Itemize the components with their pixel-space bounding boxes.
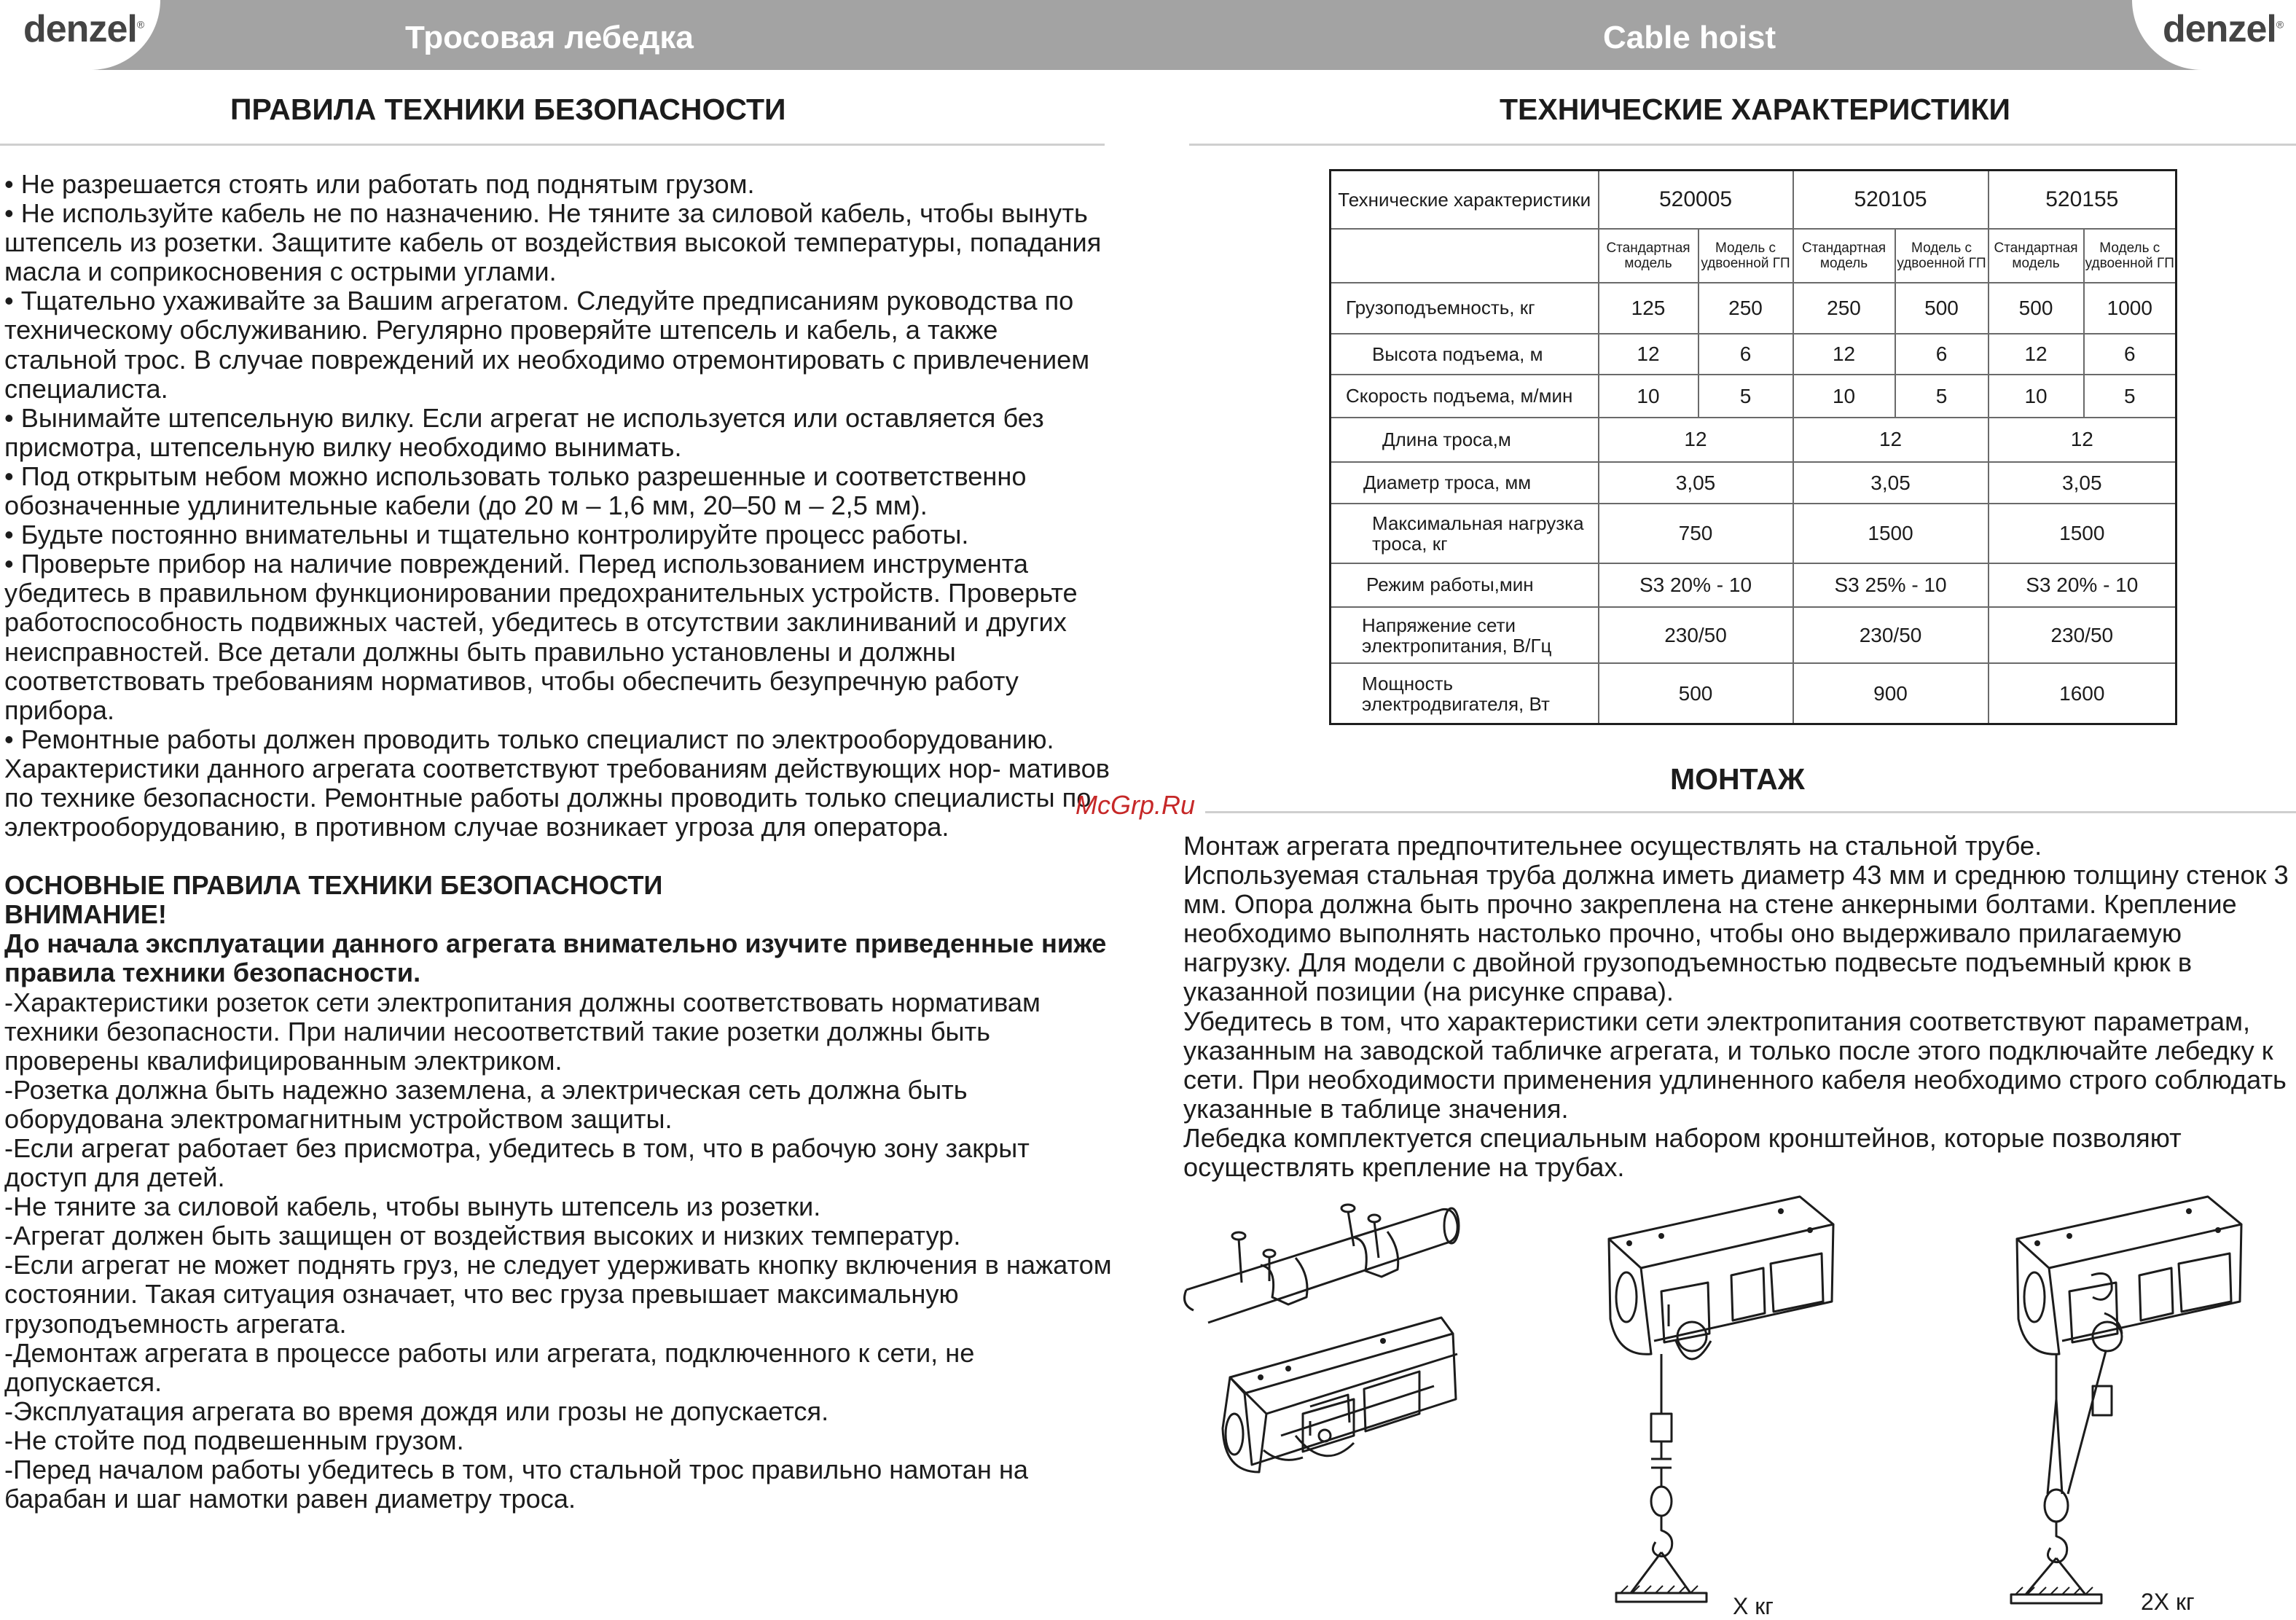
mount-heading: МОНТАЖ (1670, 762, 1805, 796)
row-label: Напряжение сети электропитания, В/Гц (1331, 607, 1599, 663)
divider-mount (1205, 811, 2296, 813)
variant-standard: Стандартная модель (1599, 229, 1699, 283)
table-cell: 10 (1599, 375, 1699, 418)
table-cell: S3 25% - 10 (1793, 563, 1989, 608)
safety-paragraph: • Тщательно ухаживайте за Вашим агрегатом. Следуйте предписаниям руководства по техническому обслуживанию. Регулярно проверяйте штепсель и кабель, а также стальной трос. В случае повреждений их необходимо отремонтировать с привлечением специалиста. (4, 286, 1090, 404)
mount-text (1183, 831, 2291, 1182)
single-lift-illustration (1588, 1159, 1844, 1618)
table-cell: 125 (1599, 283, 1699, 334)
rule-item: -Не тяните за силовой кабель, чтобы вынуть штепсель из розетки. (4, 1191, 821, 1222)
variant-standard: Стандартная модель (1989, 229, 2084, 283)
table-cell: S3 20% - 10 (1989, 563, 2177, 608)
mount-paragraph: Монтаж агрегата предпочтительнее осуществлять на стальной трубе. (1183, 831, 2042, 861)
table-cell: 5 (1895, 375, 1989, 418)
safety-heading: ПРАВИЛА ТЕХНИКИ БЕЗОПАСНОСТИ (230, 93, 786, 126)
row-label: Грузоподъемность, кг (1331, 283, 1599, 334)
mount-paragraph: Убедитесь в том, что характеристики сети электропитания соответствуют параметрам, указанным на заводской табличке агрегата, и только после этого подключайте лебедку к сети. При необходимости применения удлиненного кабеля необходимо строго соблюдать указанные в таблице значения. (1183, 1006, 2287, 1124)
table-cell: 500 (1599, 663, 1793, 724)
model-header: 520105 (1793, 171, 1989, 229)
table-cell: 10 (1793, 375, 1895, 418)
table-cell: 12 (1989, 334, 2084, 375)
brand-logo-right: denzel® (2163, 8, 2284, 50)
table-cell: 3,05 (1599, 462, 1793, 504)
attention-intro: До начала эксплуатации данного агрегата внимательно изучите приведенные ниже правила техники безопасности. (4, 928, 1107, 988)
model-header: 520155 (1989, 171, 2177, 229)
table-cell: 1500 (1793, 504, 1989, 563)
brand-logo-left: denzel® (23, 8, 144, 50)
safety-paragraph: • Под открытым небом можно использовать только разрешенные и соответственно обозначенные удлинительные кабели (до 20 м – 1,6 мм, 20–50 м – 2,5 мм). (4, 461, 1027, 521)
table-cell: 500 (1989, 283, 2084, 334)
caption-single-load: X кг (1733, 1593, 1774, 1619)
attention-label: ВНИМАНИЕ! (4, 899, 167, 930)
table-cell: 1600 (1989, 663, 2177, 724)
specs-table (1329, 169, 2177, 725)
rule-item: -Агрегат должен быть защищен от воздействия высоких и низких температур. (4, 1221, 961, 1251)
table-cell: 900 (1793, 663, 1989, 724)
row-label: Длина троса,м (1331, 418, 1599, 462)
header-title-left: Тросовая лебедка (405, 20, 694, 55)
table-cell: 12 (1989, 418, 2177, 462)
safety-paragraph: • Не разрешается стоять или работать под поднятым грузом. (4, 169, 755, 199)
table-cell: 250 (1793, 283, 1895, 334)
mount-paragraph: Используемая стальная труба должна иметь диаметр 43 мм и среднюю толщину стенок 3 мм. Опора должна быть прочно закреплена на стене анкерными болтами. Крепление необходимо выполнять настолько прочно, чтобы оно выдерживало прилагаемую нагрузку. Для модели с двойной грузоподъемностью подвесьте подъемный крюк в указанной позиции (на рисунке справа). (1183, 860, 2289, 1007)
variant-double: Модель с удвоенной ГП (2084, 229, 2177, 283)
table-cell: S3 20% - 10 (1599, 563, 1793, 608)
safety-paragraph: • Вынимайте штепсельную вилку. Если агрегат не используется или оставляется без присмотра, штепсельную вилку необходимо вынимать. (4, 402, 1044, 462)
specs-heading: ТЕХНИЧЕСКИЕ ХАРАКТЕРИСТИКИ (1500, 93, 2010, 126)
table-cell: 10 (1989, 375, 2084, 418)
rule-item: -Не стойте под подвешенным грузом. (4, 1425, 464, 1455)
table-cell: 12 (1599, 418, 1793, 462)
header-title-right: Cable hoist (1603, 20, 1776, 55)
table-blank-cell (1331, 229, 1599, 283)
divider-left (0, 144, 1105, 146)
basic-rules-heading: ОСНОВНЫЕ ПРАВИЛА ТЕХНИКИ БЕЗОПАСНОСТИ (4, 870, 663, 901)
row-label: Скорость подъема, м/мин (1331, 375, 1599, 418)
watermark: McGrp.Ru (1075, 790, 1196, 820)
row-label: Мощность электродвигателя, Вт (1331, 663, 1599, 724)
row-label: Высота подъема, м (1331, 334, 1599, 375)
double-lift-illustration (1997, 1159, 2252, 1618)
table-cell: 5 (1699, 375, 1793, 418)
variant-standard: Стандартная модель (1793, 229, 1895, 283)
model-header: 520005 (1599, 171, 1793, 229)
mount-paragraph: Лебедка комплектуется специальным набором кронштейнов, которые позволяют осуществлять крепление на трубах. (1183, 1122, 2182, 1183)
table-cell: 6 (1895, 334, 1989, 375)
table-cell: 5 (2084, 375, 2177, 418)
table-cell: 6 (2084, 334, 2177, 375)
table-cell: 12 (1599, 334, 1699, 375)
table-cell: 230/50 (1989, 607, 2177, 663)
variant-double: Модель с удвоенной ГП (1895, 229, 1989, 283)
safety-paragraph: • Ремонтные работы должен проводить только специалист по электрооборудованию. Характеристики данного агрегата соответствуют требованиям действующих нор- мативов по технике безопасности. Ремонтные работы должны проводить только специалисты по электрооборудованию, в противном случае возникает угроза для оператора. (4, 724, 1110, 842)
safety-paragraph: • Проверьте прибор на наличие повреждений. Перед использованием инструмента убедитесь в правильном функционировании предохранительных устройств. Проверьте работоспособность подвижных частей, убедитесь в отсутствии заклиниваний и других неисправностей. Все детали должны быть правильно установлены и должны соответствовать требованиям нормативов, чтобы обеспечить безупречную работу прибора. (4, 549, 1078, 725)
table-corner: Технические характеристики (1331, 171, 1599, 229)
safety-text (4, 170, 1112, 1514)
rule-item: -Перед началом работы убедитесь в том, что стальной трос правильно намотан на барабан и шаг намотки равен диаметру троса. (4, 1455, 1029, 1514)
row-label: Максимальная нагрузка троса, кг (1331, 504, 1599, 563)
table-cell: 1500 (1989, 504, 2177, 563)
variant-double: Модель с удвоенной ГП (1699, 229, 1793, 283)
table-cell: 6 (1699, 334, 1793, 375)
rule-item: -Демонтаж агрегата в процессе работы или агрегата, подключенного к сети, не допускается. (4, 1337, 975, 1397)
rule-item: -Если агрегат работает без присмотра, убедитесь в том, что в рабочую зону закрыт доступ для детей. (4, 1133, 1030, 1193)
rule-item: -Если агрегат не может поднять груз, не следует удерживать кнопку включения в нажатом состоянии. Такая ситуация означает, что вес груза превышает максимальную грузоподъемность агрегата. (4, 1250, 1112, 1339)
row-label: Диаметр троса, мм (1331, 462, 1599, 504)
table-cell: 3,05 (1793, 462, 1989, 504)
header-bar (0, 0, 2296, 70)
rule-item: -Характеристики розеток сети электропитания должны соответствовать нормативам техники безопасности. При наличии несоответствий такие розетки должны быть проверены квалифицированным электриком. (4, 987, 1041, 1076)
table-cell: 250 (1699, 283, 1793, 334)
caption-double-load: 2X кг (2141, 1589, 2195, 1615)
divider-right (1189, 144, 2296, 146)
table-cell: 12 (1793, 418, 1989, 462)
row-label: Режим работы,мин (1331, 563, 1599, 608)
table-cell: 750 (1599, 504, 1793, 563)
table-cell: 230/50 (1793, 607, 1989, 663)
table-cell: 500 (1895, 283, 1989, 334)
rule-item: -Эксплуатация агрегата во время дождя или грозы не допускается. (4, 1396, 829, 1426)
pipe-mount-illustration (1179, 1195, 1485, 1501)
table-cell: 1000 (2084, 283, 2177, 334)
table-cell: 230/50 (1599, 607, 1793, 663)
safety-paragraph: • Не используйте кабель не по назначению. Не тяните за силовой кабель, чтобы вынуть штепсель из розетки. Защитите кабель от воздействия высокой температуры, попадания масла и соприкосновения с острыми углами. (4, 198, 1102, 287)
table-cell: 12 (1793, 334, 1895, 375)
table-cell: 3,05 (1989, 462, 2177, 504)
safety-paragraph: • Будьте постоянно внимательны и тщательно контролируйте процесс работы. (4, 520, 969, 550)
rule-item: -Розетка должна быть надежно заземлена, а электрическая сеть должна быть оборудована электромагнитным устройством защиты. (4, 1074, 968, 1134)
